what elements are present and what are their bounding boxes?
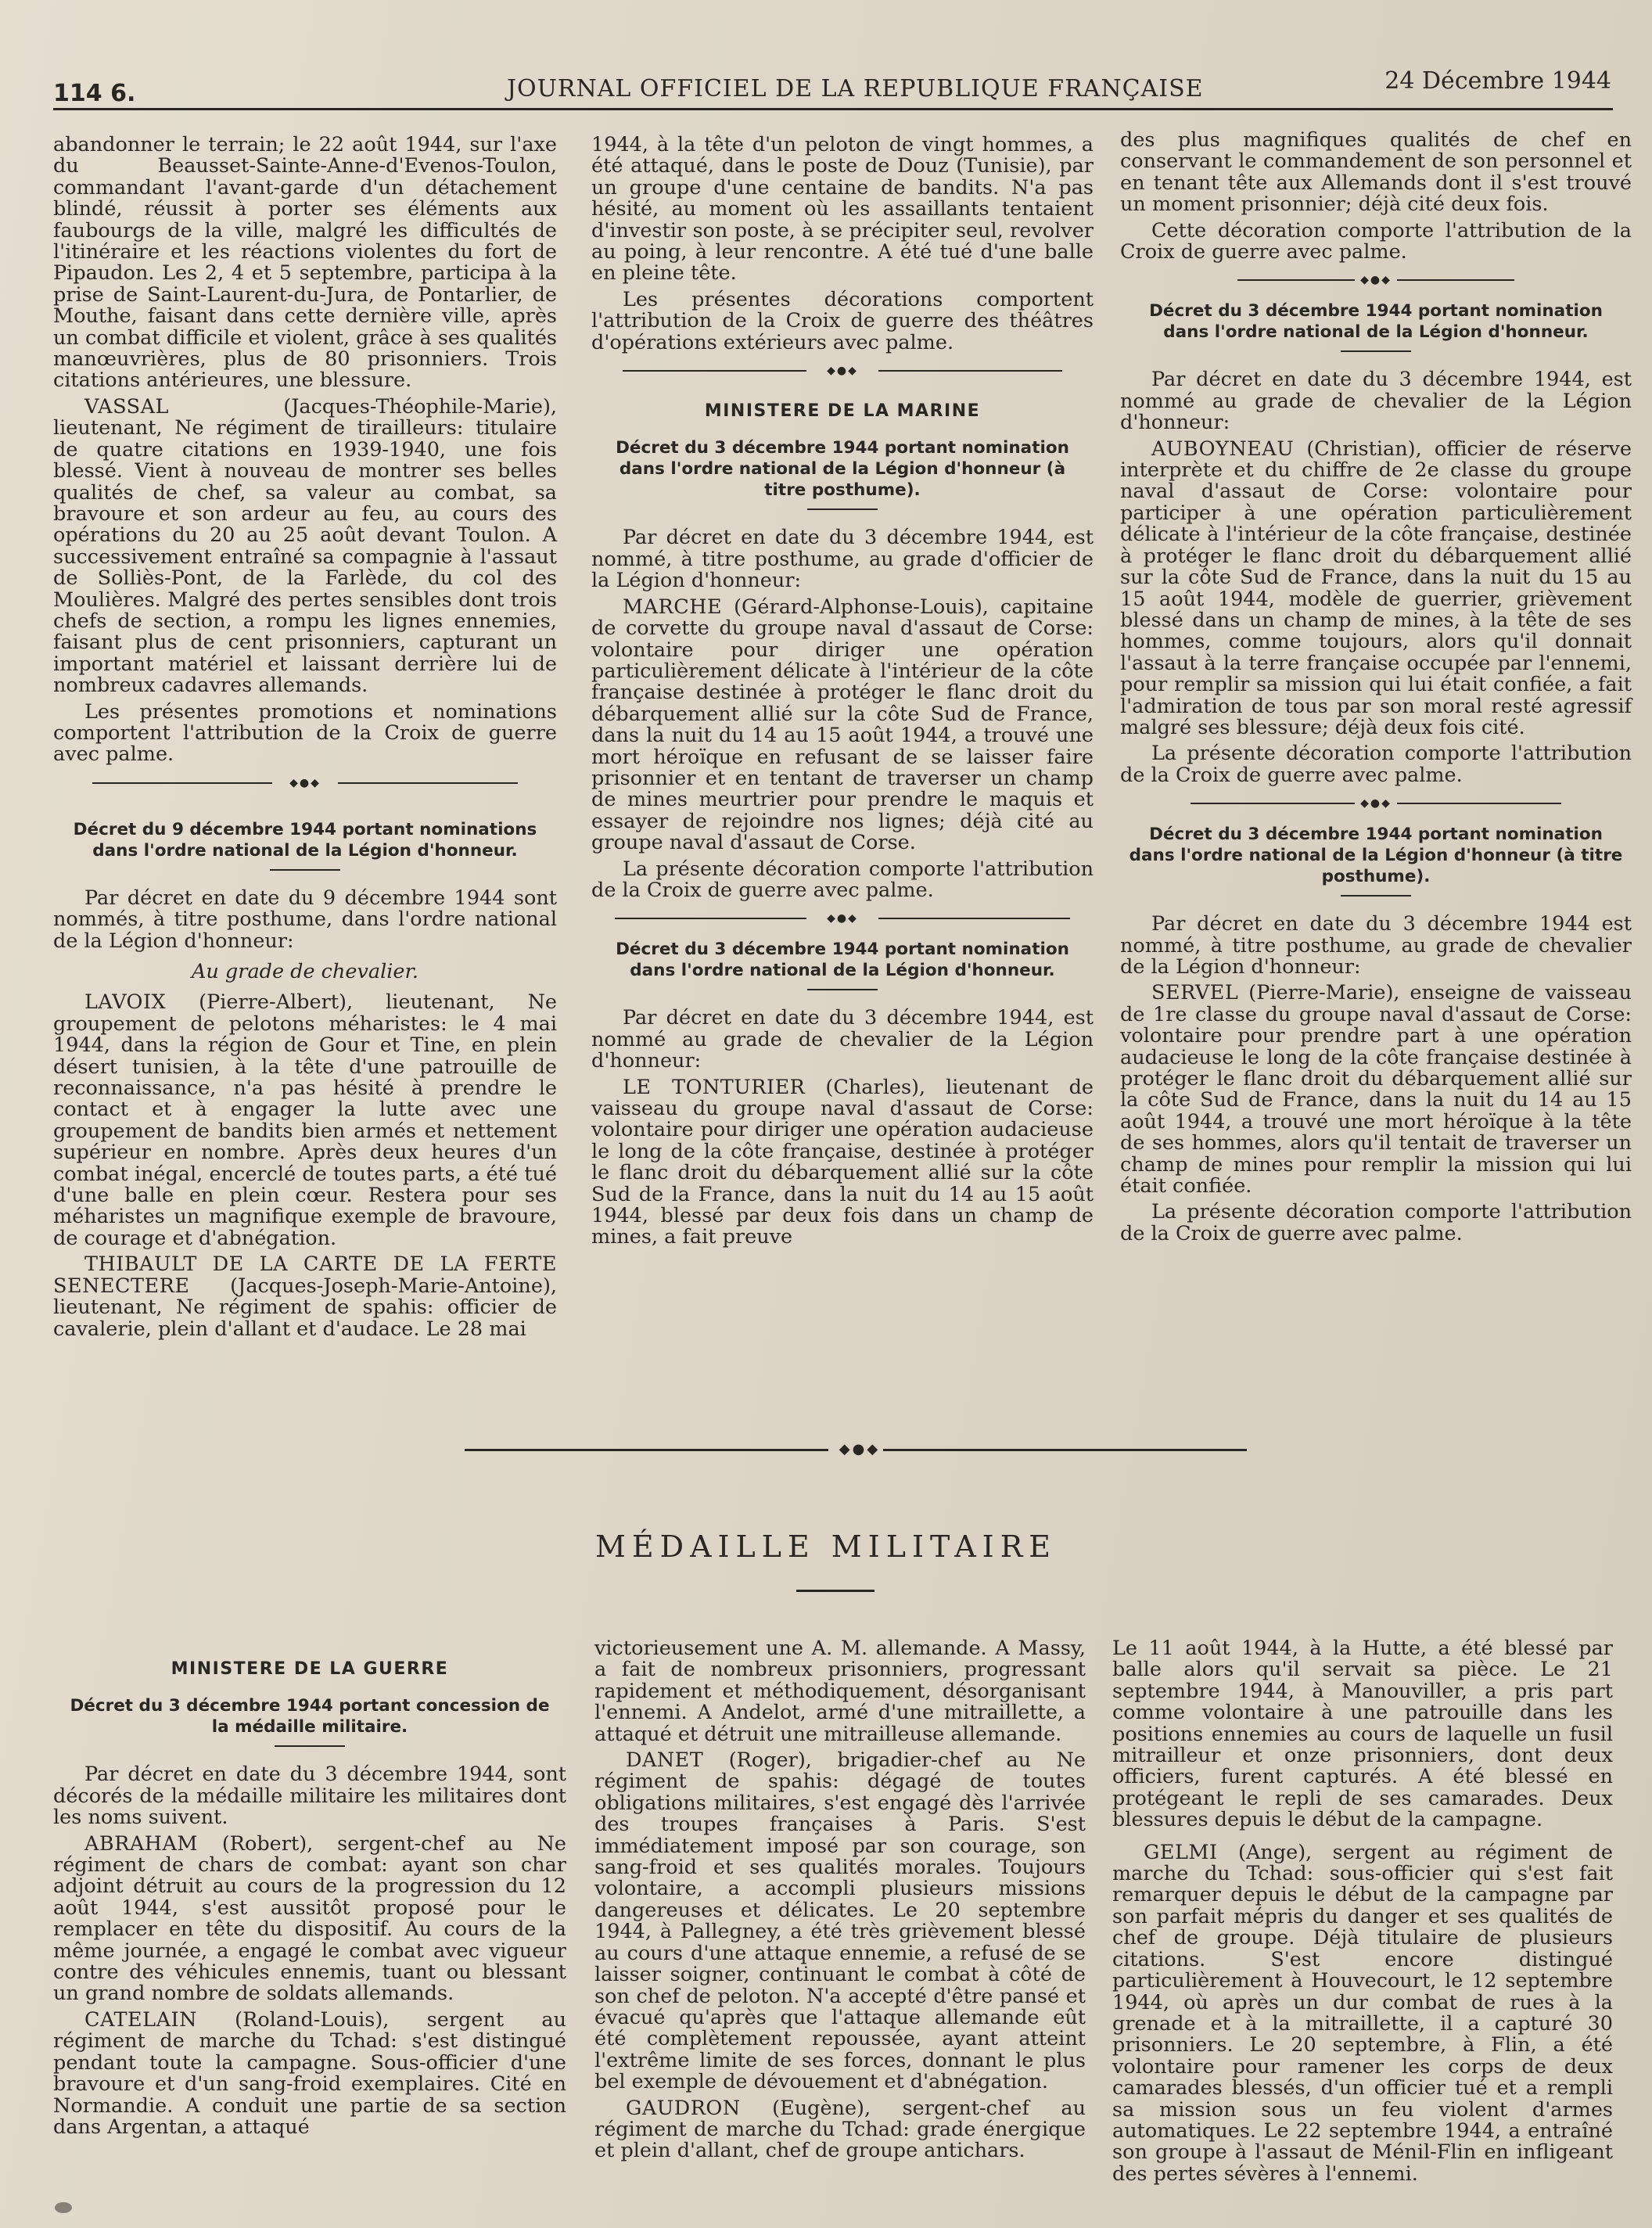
person-name: SERVEL bbox=[1151, 981, 1239, 1005]
citation-text: (Christian), officier de réserve interprète et du chiffre de 2e classe du groupe naval d'assaut de Corse: volontaire pour participer à une opération particulièrement délicate à l'intérieur de la côte française, destinée à protéger le flanc droit du débarquement allié sur la côte Sud de France, dans la nuit du 15 au 15 août 1944, modèle de guerrier, grièvement blessé dans un champ de mines, à la tête de ses hommes, comme toujours, alors qu'il donnait l'assaut à la terre française occupée par l'ennemi, pour remplir sa mission qui lui était confiée, a fait l'admiration de tous par son moral resté agressif malgré ses blessure; déjà deux fois cité. bbox=[1120, 437, 1632, 739]
person-name: THIBAULT DE LA CARTE DE LA FERTE SENECTERE bbox=[53, 1252, 557, 1298]
decree-heading: Décret du 3 décembre 1944 portant nomination dans l'ordre national de la Légion d'honneur (à titre posthume). bbox=[616, 438, 1069, 501]
person-name: CATELAIN bbox=[84, 2007, 197, 2032]
article-paragraph: des plus magnifiques qualités de chef en conservant le commandement de son personnel et en tenant tête aux Allemands dont il s'est trouvé un moment prisonnier; déjà cité deux fois. bbox=[1120, 128, 1632, 217]
citation-text: (Jacques-Joseph-Marie-Antoine), lieutenant, Ne régiment de spahis: officier de cavalerie, plein d'allant et d'audace. Le 28 mai bbox=[53, 1274, 557, 1341]
citation-le-tonturier bbox=[591, 1077, 1094, 1249]
person-name: DANET bbox=[626, 1748, 704, 1773]
section-title-rule bbox=[796, 1590, 874, 1592]
citation-danet bbox=[594, 1750, 1086, 2093]
section-ornament: ◆●◆ bbox=[1120, 272, 1632, 288]
short-rule bbox=[807, 989, 878, 990]
person-name: GAUDRON bbox=[626, 2096, 741, 2120]
short-rule bbox=[270, 869, 340, 871]
journal-title: JOURNAL OFFICIEL DE LA REPUBLIQUE FRANÇAISE bbox=[507, 75, 1204, 102]
citation-marche bbox=[591, 597, 1094, 854]
article-paragraph: Le 11 août 1944, à la Hutte, a été blessé par balle alors qu'il servait sa pièce. Le 21 septembre 1944, à Manouviller, a pris part comme volontaire à une patrouille dans les positions ennemies au cours de laquelle un fusil mitrailleur et onze prisonniers, dont deux officiers, furent capturés. A été blessé en protégeant le repli de ses camarades. Deux blessures depuis le début de la campagne. bbox=[1112, 1637, 1613, 1832]
header-rule bbox=[53, 108, 1613, 110]
person-name: AUBOYNEAU bbox=[1151, 437, 1295, 461]
article-paragraph: 1944, à la tête d'un peloton de vingt hommes, a été attaqué, dans le poste de Douz (Tunisie), par un groupe d'une centaine de bandits. N'a pas hésité, au moment où les assaillants tentaient d'investir son poste, à se précipiter seul, revolver au poing, à leur rencontre. A été tué d'une balle en pleine tête. bbox=[591, 133, 1094, 286]
article-paragraph: Par décret en date du 3 décembre 1944, est nommé au grade de chevalier de la Légion d'honneur: bbox=[591, 1006, 1094, 1073]
person-name: VASSAL bbox=[84, 394, 169, 419]
person-name: GELMI bbox=[1144, 1840, 1218, 1864]
citation-vassal bbox=[53, 394, 557, 698]
ministry-heading: MINISTERE DE LA GUERRE bbox=[171, 1659, 449, 1679]
section-ornament: ◆●◆ bbox=[591, 911, 1094, 926]
article-paragraph: Par décret en date du 9 décembre 1944 sont nommés, à titre posthume, dans l'ordre national de la Légion d'honneur: bbox=[53, 886, 557, 953]
bottom-column-1 bbox=[53, 1643, 566, 2138]
person-name: LE TONTURIER bbox=[623, 1075, 806, 1099]
section-ornament: ◆●◆ bbox=[53, 775, 557, 791]
short-rule bbox=[275, 1745, 345, 1747]
decree-heading: Décret du 3 décembre 1944 portant concession de la médaille militaire. bbox=[70, 1696, 550, 1737]
person-name: MARCHE bbox=[623, 595, 723, 619]
article-paragraph: La présente décoration comporte l'attribution de la Croix de guerre avec palme. bbox=[1120, 742, 1632, 787]
article-paragraph: abandonner le terrain; le 22 août 1944, sur l'axe du Beausset-Sainte-Anne-d'Evenos-Toulon, commandant l'avant-garde d'un détachement blindé, réussit à porter ses éléments aux faubourgs de la ville, malgré les difficultés de l'itinéraire et les réactions violentes du fort de Pipaudon. Les 2, 4 et 5 septembre, participa à la prise de Saint-Laurent-du-Jura, de Pontarlier, de Mouthe, faisant dans cette dernière ville, après un combat difficile et violent, grâce à ses qualités manœuvrières, plus de 80 prisonniers. Trois citations antérieures, une blessure. bbox=[53, 133, 557, 393]
article-paragraph: victorieusement une A. M. allemande. A Massy, a fait de nombreux prisonniers, progressant rapidement et méthodiquement, désorganisant l'ennemi. A Andelot, armé d'une mitraillette, a attaqué et détruit une mitrailleuse allemande. bbox=[594, 1637, 1086, 1746]
citation-text: (Pierre-Marie), enseigne de vaisseau de 1re classe du groupe naval d'assaut de Corse: volontaire pour prendre part à une opération audacieuse le long de la côte française destinée à protéger le flanc droit du débarquement allié sur la côte Sud de France, dans la nuit du 14 au 15 août 1944, a trouvé une mort héroïque à la tête de ses hommes, alors qu'il tentait de traverser un champ de mines pour remplir la mission qui lui était confiée. bbox=[1120, 981, 1632, 1198]
citation-gelmi bbox=[1112, 1842, 1613, 2186]
article-paragraph: Par décret en date du 3 décembre 1944, sont décorés de la médaille militaire les militaires dont les noms suivent. bbox=[53, 1763, 566, 1830]
citation-lavoix bbox=[53, 992, 557, 1249]
article-paragraph: Les présentes promotions et nominations comportent l'attribution de la Croix de guerre avec palme. bbox=[53, 699, 557, 767]
citation-auboyneau bbox=[1120, 439, 1632, 739]
citation-text: (Pierre-Albert), lieutenant, Ne groupement de pelotons méharistes: le 4 mai 1944, dans la région de Gour et Tine, en plein désert tunisien, à la tête d'une patrouille de reconnaissance, n'a pas hésité à prendre le contact et à engager la lutte avec une groupement de bandits bien armés et nettement supérieur en nombre. Après deux heures d'un combat inégal, encerclé de toutes parts, a été tué d'une balle en plein cœur. Restera pour ses méharistes un magnifique exemple de bravoure, de courage et d'abnégation. bbox=[53, 990, 557, 1250]
article-paragraph: La présente décoration comporte l'attribution de la Croix de guerre avec palme. bbox=[591, 857, 1094, 902]
short-rule bbox=[1341, 350, 1411, 352]
page-number: 114 6. bbox=[53, 80, 136, 107]
citation-text: (Robert), sergent-chef au Ne régiment de chars de combat: ayant son char adjoint détruit au cours de la progression du 12 août 1944, s'est aussitôt proposé pour le remplacer en tête du dispositif. Au cours de la même journée, a engagé le combat avec vigueur contre des véhicules ennemis, tuant ou blessant un grand nombre de soldats allemands. bbox=[53, 1831, 566, 2006]
decree-heading: Décret du 3 décembre 1944 portant nomination dans l'ordre national de la Légion d'honneur. bbox=[616, 940, 1069, 981]
citation-thibault bbox=[53, 1254, 557, 1340]
decree-heading: Décret du 9 décembre 1944 portant nominations dans l'ordre national de la Légion d'honneur. bbox=[73, 819, 537, 861]
citation-text: (Gérard-Alphonse-Louis), capitaine de corvette du groupe naval d'assaut de Corse: volontaire pour diriger une opération particulièrement délicate à l'intérieur de la côte française destinée à protéger le flanc droit du débarquement allié sur la côte Sud de France, dans la nuit du 14 au 15 août 1944, a trouvé une mort héroïque en refusant de se laisser faire prisonnier et en tentant de traverser un champ de mines meurtrier pour prendre le maquis et essayer de rejoindre nos lignes; déjà cité au groupe naval d'assaut de Corse. bbox=[591, 595, 1094, 855]
section-ornament: ◆●◆ bbox=[1120, 796, 1632, 811]
short-rule bbox=[1341, 895, 1411, 897]
decree-heading: Décret du 3 décembre 1944 portant nomination dans l'ordre national de la Légion d'honneur (à titre posthume). bbox=[1129, 825, 1623, 887]
page-header bbox=[53, 63, 1611, 110]
top-column-2 bbox=[591, 135, 1094, 1249]
citation-text: (Jacques-Théophile-Marie), lieutenant, Ne régiment de tirailleurs: titulaire de quatre citations en 1939-1940, une fois blessé. Vient à nouveau de montrer ses belles qualités de chef, sa valeur au combat, sa bravoure et son ardeur au feu, au cours des opérations du 20 au 25 août devant Toulon. A successivement entraîné sa compagnie à l'assaut de Solliès-Pont, de la Farlède, du col des Moulières. Malgré des pertes sensibles dont trois chefs de section, a rompu les lignes ennemies, faisant plus de cent prisonniers, capturant un important matériel et laissant derrière lui de nombreux cadavres allemands. bbox=[53, 394, 557, 698]
article-paragraph: Par décret en date du 3 décembre 1944 est nommé, à titre posthume, au grade de chevalier de la Légion d'honneur: bbox=[1120, 912, 1632, 979]
bottom-column-2 bbox=[594, 1638, 1086, 2162]
top-column-1 bbox=[53, 135, 557, 1340]
article-paragraph: La présente décoration comporte l'attribution de la Croix de guerre avec palme. bbox=[1120, 1200, 1632, 1245]
article-paragraph: Cette décoration comporte l'attribution de la Croix de guerre avec palme. bbox=[1120, 218, 1632, 264]
article-paragraph: Par décret en date du 3 décembre 1944, est nommé au grade de chevalier de la Légion d'honneur: bbox=[1120, 368, 1632, 435]
citation-text: (Ange), sergent au régiment de marche du Tchad: sous-officier qui s'est fait remarquer depuis le début de la campagne par son parfait mépris du danger et ses qualités de chef de groupe. Déjà titulaire de plusieurs citations. S'est encore distingué particulièrement à Houvecourt, le 12 septembre 1944, où après un dur combat de rues à la grenade et à la mitraillette, il a capturé 30 prisonniers. Le 20 septembre, à Flin, a été volontaire pour ramener les corps de deux camarades blessés, d'un officier tué et a rempli sa mission sous un feu violent d'armes automatiques. Le 22 septembre 1944, a entraîné son groupe à l'assaut de Ménil-Flin en infligeant des pertes sévères à l'ennemi. bbox=[1112, 1840, 1613, 2186]
person-name: LAVOIX bbox=[84, 990, 167, 1015]
article-paragraph: Les présentes décorations comportent l'attribution de la Croix de guerre des théâtres d'opérations extérieurs avec palme. bbox=[591, 287, 1094, 354]
citation-text: (Roger), brigadier-chef au Ne régiment de spahis: dégagé de toutes obligations militaires, s'est engagé dès l'arrivée des troupes françaises à Paris. S'est immédiatement imposé par son courage, son sang-froid et ses qualités morales. Toujours volontaire, a accompli plusieurs missions dangereuses et délicates. Le 20 septembre 1944, à Pallegney, a été très grièvement blessé au cours d'une attaque ennemie, a refusé de se laisser soigner, continuant le combat à côté de son chef de peloton. N'a accepté d'être pansé et évacué qu'après que l'attaque allemande eût été complètement repoussée, ayant atteint l'extrême limite de ses forces, donnant le plus bel exemple de dévouement et d'abnégation. bbox=[594, 1748, 1086, 2094]
citation-text: (Eugène), sergent-chef au régiment de marche du Tchad: grade énergique et plein d'allant, chef de groupe antichars. bbox=[594, 2096, 1086, 2163]
article-paragraph: Par décret en date du 3 décembre 1944, est nommé, à titre posthume, au grade d'officier de la Légion d'honneur: bbox=[591, 526, 1094, 593]
citation-text: (Roland-Louis), sergent au régiment de marche du Tchad: s'est distingué pendant toute la campagne. Sous-officier d'une bravoure et d'un sang-froid exemplaires. Cité en Normandie. A conduit une partie de sa section dans Argentan, a attaqué bbox=[53, 2007, 567, 2139]
issue-date: 24 Décembre 1944 bbox=[1384, 67, 1611, 95]
citation-abraham bbox=[53, 1831, 566, 2006]
citation-servel bbox=[1120, 983, 1632, 1197]
decree-heading: Décret du 3 décembre 1944 portant nomination dans l'ordre national de la Légion d'honneur. bbox=[1149, 301, 1603, 343]
citation-catelain bbox=[53, 2007, 567, 2139]
subheading: Au grade de chevalier. bbox=[191, 960, 418, 983]
bottom-column-3 bbox=[1112, 1638, 1613, 2185]
citation-gaudron bbox=[594, 2098, 1086, 2162]
ink-stain bbox=[55, 2202, 72, 2213]
section-ornament: ◆●◆ bbox=[591, 363, 1094, 379]
ministry-heading: MINISTERE DE LA MARINE bbox=[704, 401, 981, 422]
section-title: MÉDAILLE MILITAIRE bbox=[594, 1529, 1058, 1564]
person-name: ABRAHAM bbox=[84, 1831, 199, 1856]
citation-text: (Charles), lieutenant de vaisseau du groupe naval d'assaut de Corse: volontaire pour diriger une opération audacieuse le long de la côte française, destinée à protéger le flanc droit du débarquement allié sur la côte Sud de la France, dans la nuit du 14 au 15 août 1944, blessé par deux fois dans un champ de mines, a fait preuve bbox=[591, 1075, 1094, 1249]
top-column-3 bbox=[1120, 130, 1632, 1245]
main-separator-ornament: ◆●◆ bbox=[465, 1441, 1247, 1460]
short-rule bbox=[807, 508, 878, 510]
